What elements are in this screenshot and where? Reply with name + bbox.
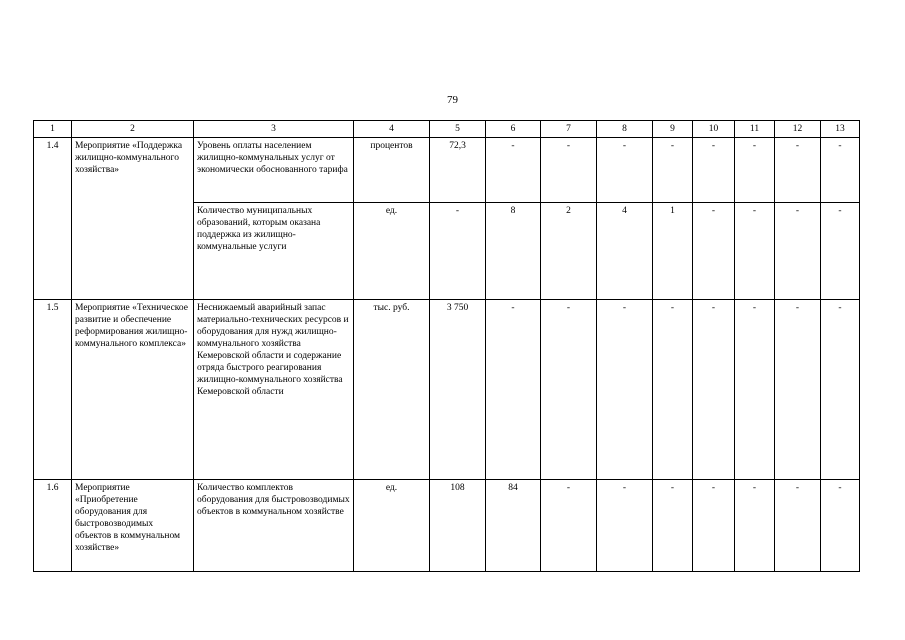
row-number: 1.4 [34, 138, 72, 300]
column-header: 2 [72, 121, 194, 138]
unit-cell: ед. [354, 203, 430, 300]
column-header: 4 [354, 121, 430, 138]
value-cell: - [693, 138, 735, 203]
value-cell: - [735, 138, 775, 203]
value-cell: 1 [653, 203, 693, 300]
column-header: 7 [541, 121, 597, 138]
column-header: 1 [34, 121, 72, 138]
value-cell: 3 750 [430, 300, 486, 480]
column-header: 5 [430, 121, 486, 138]
value-cell: - [821, 203, 860, 300]
page-number: 79 [447, 94, 458, 106]
value-cell: - [597, 138, 653, 203]
value-cell: - [775, 203, 821, 300]
table-row [34, 300, 860, 480]
value-cell: - [597, 480, 653, 572]
indicator-name: Количество муниципальных образований, которым оказана поддержка из жилищно-коммунальные услуги [194, 203, 354, 300]
column-header: 11 [735, 121, 775, 138]
activity-name: Мероприятие «Поддержка жилищно-коммунального хозяйства» [72, 138, 194, 300]
activity-name: Мероприятие «Приобретение оборудования для быстровозводимых объектов в коммунальном хозяйстве» [72, 480, 194, 572]
column-header: 8 [597, 121, 653, 138]
value-cell: - [775, 480, 821, 572]
value-cell: 72,3 [430, 138, 486, 203]
value-cell: - [653, 300, 693, 480]
value-cell: - [693, 203, 735, 300]
column-header: 3 [194, 121, 354, 138]
value-cell: - [597, 300, 653, 480]
unit-cell: процентов [354, 138, 430, 203]
table-row [34, 480, 860, 572]
value-cell: - [653, 480, 693, 572]
value-cell: - [541, 138, 597, 203]
unit-cell: тыс. руб. [354, 300, 430, 480]
column-header: 13 [821, 121, 860, 138]
value-cell: 4 [597, 203, 653, 300]
activity-name: Мероприятие «Техническое развитие и обеспечение реформирования жилищно-коммунального комплекса» [72, 300, 194, 480]
value-cell: - [775, 300, 821, 480]
unit-cell: ед. [354, 480, 430, 572]
indicator-name: Уровень оплаты населением жилищно-коммунальных услуг от экономически обоснованного тарифа [194, 138, 354, 203]
value-cell: - [821, 480, 860, 572]
column-header: 12 [775, 121, 821, 138]
value-cell: 2 [541, 203, 597, 300]
value-cell: - [821, 300, 860, 480]
value-cell: - [735, 203, 775, 300]
value-cell: - [486, 300, 541, 480]
value-cell: - [541, 300, 597, 480]
value-cell: - [486, 138, 541, 203]
indicator-name: Неснижаемый аварийный запас материально-технических ресурсов и оборудования для нужд жилищно-коммунального хозяйства Кемеровской области и содержание отряда быстрого реагирования жилищно-коммунального хозяйства Кемеровской области [194, 300, 354, 480]
row-number: 1.5 [34, 300, 72, 480]
column-header: 6 [486, 121, 541, 138]
value-cell: - [541, 480, 597, 572]
column-header: 10 [693, 121, 735, 138]
value-cell: - [653, 138, 693, 203]
table-row [34, 138, 860, 203]
value-cell: - [821, 138, 860, 203]
value-cell: 8 [486, 203, 541, 300]
value-cell: 108 [430, 480, 486, 572]
value-cell: - [693, 480, 735, 572]
value-cell: - [693, 300, 735, 480]
value-cell: - [735, 300, 775, 480]
indicator-name: Количество комплектов оборудования для быстровозводимых объектов в коммунальном хозяйстве [194, 480, 354, 572]
row-number: 1.6 [34, 480, 72, 572]
value-cell: - [430, 203, 486, 300]
value-cell: 84 [486, 480, 541, 572]
table-header-row [34, 121, 860, 138]
indicators-table [33, 120, 860, 572]
value-cell: - [775, 138, 821, 203]
column-header: 9 [653, 121, 693, 138]
value-cell: - [735, 480, 775, 572]
